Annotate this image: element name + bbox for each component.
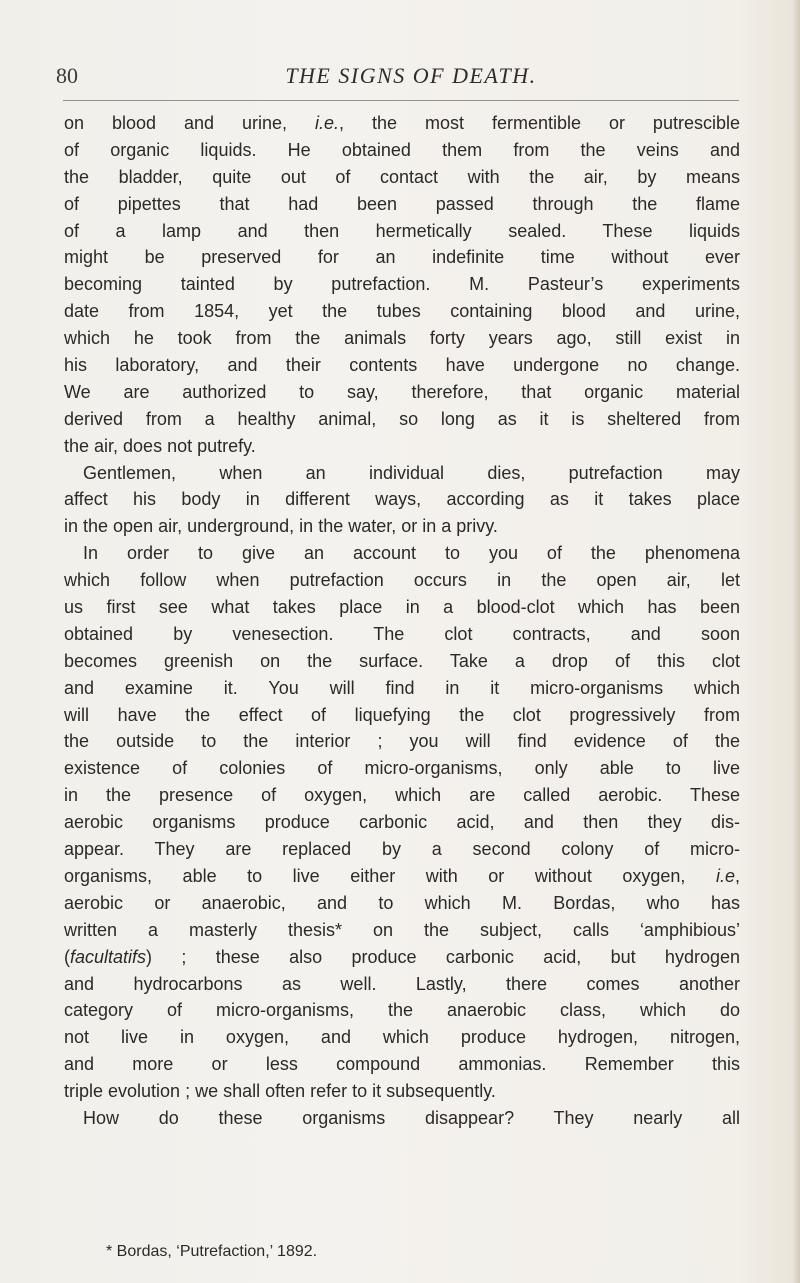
text-line: and hydrocarbons as well. Lastly, there comes another <box>64 973 740 994</box>
text-line: In order to give an account to you of the phenomena <box>83 543 740 564</box>
text-line: the bladder, quite out of contact with the air, by means <box>64 166 740 187</box>
text-line: date from 1854, yet the tubes containing blood and urine, <box>64 301 740 322</box>
text-line: the air, does not putrefy. <box>64 435 256 456</box>
text-line: appear. They are replaced by a second colony of micro- <box>64 839 740 860</box>
text-line: in the presence of oxygen, which are called aerobic. These <box>64 785 740 806</box>
text-line: existence of colonies of micro-organisms, only able to live <box>64 758 740 779</box>
text-line: his laboratory, and their contents have undergone no change. <box>64 355 740 376</box>
text-line: and examine it. You will find in it micro-organisms which <box>64 677 740 698</box>
text-line: of a lamp and then hermetically sealed. These liquids <box>64 220 740 241</box>
text-line: will have the effect of liquefying the clot progressively from <box>64 704 740 725</box>
text-line: Gentlemen, when an individual dies, putrefaction may <box>83 462 740 483</box>
running-title: THE SIGNS OF DEATH. <box>285 63 537 88</box>
page-edge-shadow <box>792 0 800 1283</box>
page-header <box>56 63 746 99</box>
text-line: which he took from the animals forty years ago, still exist in <box>64 328 740 349</box>
text-line: the outside to the interior ; you will find evidence of the <box>64 731 740 752</box>
text-line: which follow when putrefaction occurs in the open air, let <box>64 570 740 591</box>
text-line: triple evolution ; we shall often refer to it subsequently. <box>64 1081 496 1102</box>
text-line: might be preserved for an indefinite time without ever <box>64 247 740 268</box>
text-line: We are authorized to say, therefore, that organic material <box>64 381 740 402</box>
footnote: * Bordas, ‘Putrefaction,’ 1892. <box>106 1243 318 1260</box>
header-rule <box>63 100 739 101</box>
body-text <box>64 110 740 1132</box>
text-line: us first see what takes place in a blood-clot which has been <box>64 597 740 618</box>
text-line: in the open air, underground, in the water, or in a privy. <box>64 516 498 537</box>
text-line: (facultatifs) ; these also produce carbonic acid, but hydrogen <box>64 946 740 967</box>
text-line: written a masterly thesis* on the subject, calls ‘amphibious’ <box>64 919 740 940</box>
text-line: derived from a healthy animal, so long as it is sheltered from <box>64 408 740 429</box>
text-line: affect his body in different ways, according as it takes place <box>64 489 740 510</box>
text-line: not live in oxygen, and which produce hydrogen, nitrogen, <box>64 1027 740 1048</box>
text-line: on blood and urine, i.e., the most fermentible or putrescible <box>64 113 740 133</box>
text-line: becomes greenish on the surface. Take a drop of this clot <box>64 650 740 671</box>
text-line: of organic liquids. He obtained them from the veins and <box>64 139 740 160</box>
text-line: How do these organisms disappear? They nearly all <box>83 1107 740 1128</box>
text-line: organisms, able to live either with or without oxygen, i.e, <box>64 865 740 886</box>
text-line: of pipettes that had been passed through the flame <box>64 193 740 214</box>
text-line: aerobic or anaerobic, and to which M. Bordas, who has <box>64 892 740 913</box>
text-line: obtained by venesection. The clot contracts, and soon <box>64 623 740 644</box>
page-number: 80 <box>56 63 78 88</box>
text-line: and more or less compound ammonias. Remember this <box>64 1054 740 1075</box>
text-line: becoming tainted by putrefaction. M. Pasteur’s experiments <box>64 274 740 295</box>
text-line: category of micro-organisms, the anaerobic class, which do <box>64 1000 740 1021</box>
text-line: aerobic organisms produce carbonic acid, and then they dis- <box>64 812 740 833</box>
